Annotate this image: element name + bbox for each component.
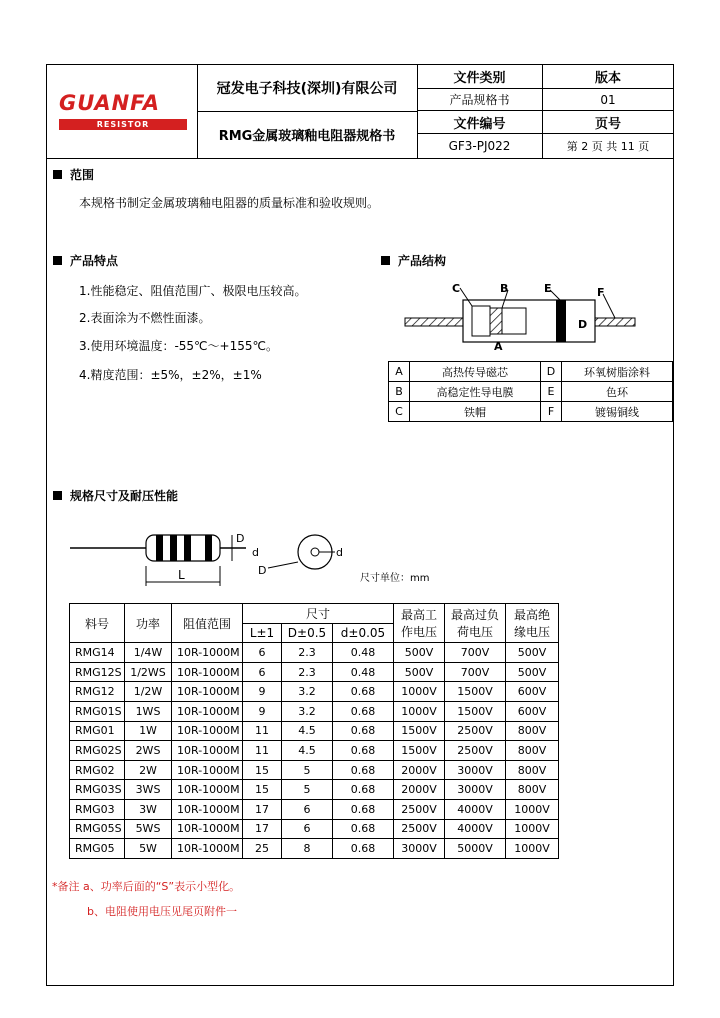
- legend-value: 高热传导磁芯: [410, 362, 541, 382]
- features-title: 产品特点: [70, 254, 119, 268]
- table-cell: 9: [243, 701, 282, 721]
- table-cell: 3000V: [445, 760, 506, 780]
- table-cell: 0.68: [333, 799, 394, 819]
- legend-value: 铁帽: [410, 402, 541, 422]
- feature-item: 2.表面涂为不燃性面漆。: [79, 311, 211, 325]
- table-cell: 700V: [445, 643, 506, 663]
- table-row: [70, 799, 559, 819]
- legend-value: 高稳定性导电膜: [410, 382, 541, 402]
- header-vover-line: 最高过负: [450, 608, 499, 623]
- table-cell: 10R-1000M: [172, 701, 243, 721]
- table-row: [70, 780, 559, 800]
- table-row: [70, 701, 559, 721]
- legend-key: E: [541, 382, 562, 402]
- page-value: 第 2 页 共 11 页: [566, 140, 650, 153]
- table-cell: 3000V: [445, 780, 506, 800]
- table-row: [70, 662, 559, 682]
- header-vins-line: 缘电压: [513, 625, 550, 640]
- header-vover-line: 荷电压: [456, 625, 493, 640]
- diagram-label-l: L: [178, 568, 185, 582]
- table-cell: 5WS: [125, 819, 172, 839]
- table-cell: 2500V: [394, 799, 445, 819]
- table-cell: 1/2W: [125, 682, 172, 702]
- table-cell: 3WS: [125, 780, 172, 800]
- table-cell: 500V: [394, 662, 445, 682]
- table-cell: RMG05S: [70, 819, 125, 839]
- table-cell: 2000V: [394, 780, 445, 800]
- end-cap-c: [472, 306, 490, 336]
- table-cell: 6: [243, 662, 282, 682]
- legend-value: 色环: [562, 382, 673, 402]
- header-l: L±1: [243, 623, 282, 643]
- table-cell: 10R-1000M: [172, 643, 243, 663]
- table-cell: 8: [282, 839, 333, 859]
- table-cell: 15: [243, 760, 282, 780]
- file-no-label: 文件编号: [417, 111, 543, 134]
- version-label: 版本: [543, 65, 673, 89]
- table-row: [70, 760, 559, 780]
- diagram-label-a: A: [494, 340, 503, 353]
- table-cell: 1000V: [506, 819, 559, 839]
- header-d-lead: d±0.05: [333, 623, 394, 643]
- table-cell: RMG14: [70, 643, 125, 663]
- table-cell: 2500V: [445, 741, 506, 761]
- header-vins: [506, 604, 559, 643]
- legend-row: [389, 402, 673, 422]
- label-pointer: [603, 294, 615, 318]
- table-cell: 500V: [506, 643, 559, 663]
- table-cell: 10R-1000M: [172, 721, 243, 741]
- table-cell: 5000V: [445, 839, 506, 859]
- unit-note: 尺寸单位：mm: [360, 573, 430, 584]
- company-logo: [47, 65, 198, 158]
- table-cell: 1/2WS: [125, 662, 172, 682]
- logo-wordmark: GUANFA: [59, 91, 161, 115]
- diagram-label-d-end-outer: D: [258, 564, 267, 577]
- table-row: [70, 643, 559, 663]
- version-value: 01: [543, 89, 673, 111]
- table-cell: 1000V: [394, 682, 445, 702]
- specs-heading: [53, 487, 178, 504]
- table-cell: 500V: [394, 643, 445, 663]
- table-cell: 600V: [506, 701, 559, 721]
- table-cell: 1500V: [445, 682, 506, 702]
- table-cell: 800V: [506, 780, 559, 800]
- diagram-label-e: E: [544, 282, 552, 295]
- file-type-label: 文件类别: [417, 65, 543, 89]
- diagram-label-f: F: [597, 286, 605, 299]
- table-cell: 0.68: [333, 721, 394, 741]
- table-cell: RMG12: [70, 682, 125, 702]
- table-cell: 10R-1000M: [172, 741, 243, 761]
- header-range: 阻值范围: [172, 604, 243, 643]
- note-a: *备注 a、功率后面的“S”表示小型化。: [52, 880, 241, 893]
- resistor-structure-diagram: [400, 278, 650, 354]
- table-row: [70, 839, 559, 859]
- end-view-inner: [311, 548, 319, 556]
- table-cell: 800V: [506, 721, 559, 741]
- legend-key: B: [389, 382, 410, 402]
- table-cell: 10R-1000M: [172, 819, 243, 839]
- structure-legend-table: [388, 361, 673, 422]
- table-cell: 2.3: [282, 662, 333, 682]
- table-cell: 600V: [506, 682, 559, 702]
- table-cell: 1000V: [506, 799, 559, 819]
- table-cell: 10R-1000M: [172, 760, 243, 780]
- table-cell: 9: [243, 682, 282, 702]
- header-vmax: [394, 604, 445, 643]
- header-vover: [445, 604, 506, 643]
- table-cell: 3W: [125, 799, 172, 819]
- scope-text: 本规格书制定金属玻璃釉电阻器的质量标准和验收规则。: [79, 196, 380, 210]
- specs-title: 规格尺寸及耐压性能: [70, 489, 179, 503]
- table-cell: 6: [243, 643, 282, 663]
- table-cell: RMG01S: [70, 701, 125, 721]
- diagram-label-c: C: [452, 282, 461, 295]
- table-cell: 10R-1000M: [172, 662, 243, 682]
- dimension-line: [268, 562, 298, 568]
- note-b: b、电阻使用电压见尾页附件一: [87, 905, 237, 918]
- color-band: [184, 535, 191, 561]
- table-cell: 17: [243, 819, 282, 839]
- table-cell: 800V: [506, 741, 559, 761]
- table-cell: 3.2: [282, 701, 333, 721]
- document-title: RMG金属玻璃釉电阻器规格书: [197, 111, 418, 158]
- table-cell: 4000V: [445, 819, 506, 839]
- header-vmax-line: 最高工: [400, 608, 437, 623]
- table-cell: 0.48: [333, 643, 394, 663]
- diagram-label-b: B: [500, 282, 509, 295]
- header-part: 料号: [70, 604, 125, 643]
- table-cell: 11: [243, 741, 282, 761]
- legend-key: C: [389, 402, 410, 422]
- diagram-label-d-end: d: [336, 546, 343, 559]
- table-cell: 10R-1000M: [172, 682, 243, 702]
- table-cell: 15: [243, 780, 282, 800]
- file-type-value: 产品规格书: [417, 89, 543, 111]
- feature-item: 4.精度范围：±5%，±2%，±1%: [79, 368, 262, 382]
- table-cell: 2000V: [394, 760, 445, 780]
- table-row: [70, 741, 559, 761]
- table-cell: RMG01: [70, 721, 125, 741]
- table-cell: 2500V: [445, 721, 506, 741]
- table-cell: 1500V: [445, 701, 506, 721]
- table-cell: 5W: [125, 839, 172, 859]
- core-a: [502, 308, 526, 334]
- company-name: 冠发电子科技(深圳)有限公司: [197, 65, 418, 112]
- table-cell: 10R-1000M: [172, 799, 243, 819]
- table-row: [70, 682, 559, 702]
- legend-key: F: [541, 402, 562, 422]
- resistor-dimension-diagram: [70, 526, 360, 592]
- table-cell: 3.2: [282, 682, 333, 702]
- table-cell: 0.68: [333, 839, 394, 859]
- table-cell: 5: [282, 760, 333, 780]
- legend-value: 环氧树脂涂料: [562, 362, 673, 382]
- color-band: [156, 535, 163, 561]
- table-cell: 10R-1000M: [172, 839, 243, 859]
- table-header-row: [70, 604, 559, 624]
- legend-value: 镀锡铜线: [562, 402, 673, 422]
- table-cell: 4.5: [282, 721, 333, 741]
- header-power: 功率: [125, 604, 172, 643]
- table-cell: RMG03S: [70, 780, 125, 800]
- table-cell: 1W: [125, 721, 172, 741]
- lead-wire-left: [405, 318, 463, 326]
- structure-title: 产品结构: [398, 254, 447, 268]
- table-cell: 5: [282, 780, 333, 800]
- table-cell: 800V: [506, 760, 559, 780]
- page-label: 页号: [543, 111, 673, 134]
- table-cell: 0.68: [333, 780, 394, 800]
- table-cell: 700V: [445, 662, 506, 682]
- table-cell: 11: [243, 721, 282, 741]
- table-row: [70, 819, 559, 839]
- table-cell: 10R-1000M: [172, 780, 243, 800]
- legend-row: [389, 382, 673, 402]
- diagram-label-d-lower: d: [252, 546, 259, 559]
- table-cell: RMG05: [70, 839, 125, 859]
- table-cell: RMG12S: [70, 662, 125, 682]
- table-cell: 1500V: [394, 741, 445, 761]
- table-cell: 1500V: [394, 721, 445, 741]
- scope-heading: [53, 166, 94, 183]
- color-band: [170, 535, 177, 561]
- table-cell: 25: [243, 839, 282, 859]
- logo-subtitle: RESISTOR: [59, 119, 187, 130]
- table-cell: 0.68: [333, 760, 394, 780]
- table-cell: RMG03: [70, 799, 125, 819]
- table-cell: 2500V: [394, 819, 445, 839]
- legend-row: [389, 362, 673, 382]
- table-cell: 3000V: [394, 839, 445, 859]
- table-cell: 1WS: [125, 701, 172, 721]
- feature-item: 3.使用环境温度：-55℃～+155℃。: [79, 339, 278, 353]
- table-cell: 0.68: [333, 682, 394, 702]
- table-cell: 6: [282, 819, 333, 839]
- spec-table-body: [70, 643, 559, 859]
- feature-item: 1.性能稳定、阻值范围广、极限电压较高。: [79, 284, 307, 298]
- table-row: [70, 721, 559, 741]
- table-cell: 2WS: [125, 741, 172, 761]
- header-vmax-line: 作电压: [400, 625, 437, 640]
- table-cell: 1/4W: [125, 643, 172, 663]
- color-band: [205, 535, 212, 561]
- legend-key: D: [541, 362, 562, 382]
- scope-title: 范围: [70, 168, 95, 182]
- diagram-label-d-upper: D: [236, 532, 245, 545]
- file-no-value: GF3-PJ022: [417, 134, 543, 158]
- table-cell: 0.68: [333, 741, 394, 761]
- structure-heading: [381, 252, 446, 269]
- spec-table: [69, 603, 559, 859]
- features-heading: [53, 252, 118, 269]
- table-cell: 0.68: [333, 819, 394, 839]
- table-cell: 2.3: [282, 643, 333, 663]
- table-cell: RMG02: [70, 760, 125, 780]
- table-cell: 1000V: [506, 839, 559, 859]
- diagram-label-d: D: [578, 318, 588, 331]
- color-band-e: [556, 300, 566, 342]
- document-header: [47, 65, 673, 159]
- table-cell: 4.5: [282, 741, 333, 761]
- table-cell: 0.68: [333, 701, 394, 721]
- legend-key: A: [389, 362, 410, 382]
- table-cell: RMG02S: [70, 741, 125, 761]
- film-b: [490, 308, 502, 334]
- table-cell: 2W: [125, 760, 172, 780]
- header-dims: 尺寸: [243, 604, 394, 624]
- header-d-outer: D±0.5: [282, 623, 333, 643]
- lead-wire-right: [595, 318, 635, 326]
- table-cell: 4000V: [445, 799, 506, 819]
- header-vins-line: 最高绝: [513, 608, 550, 623]
- table-cell: 6: [282, 799, 333, 819]
- table-cell: 1000V: [394, 701, 445, 721]
- table-cell: 0.48: [333, 662, 394, 682]
- table-cell: 500V: [506, 662, 559, 682]
- table-cell: 17: [243, 799, 282, 819]
